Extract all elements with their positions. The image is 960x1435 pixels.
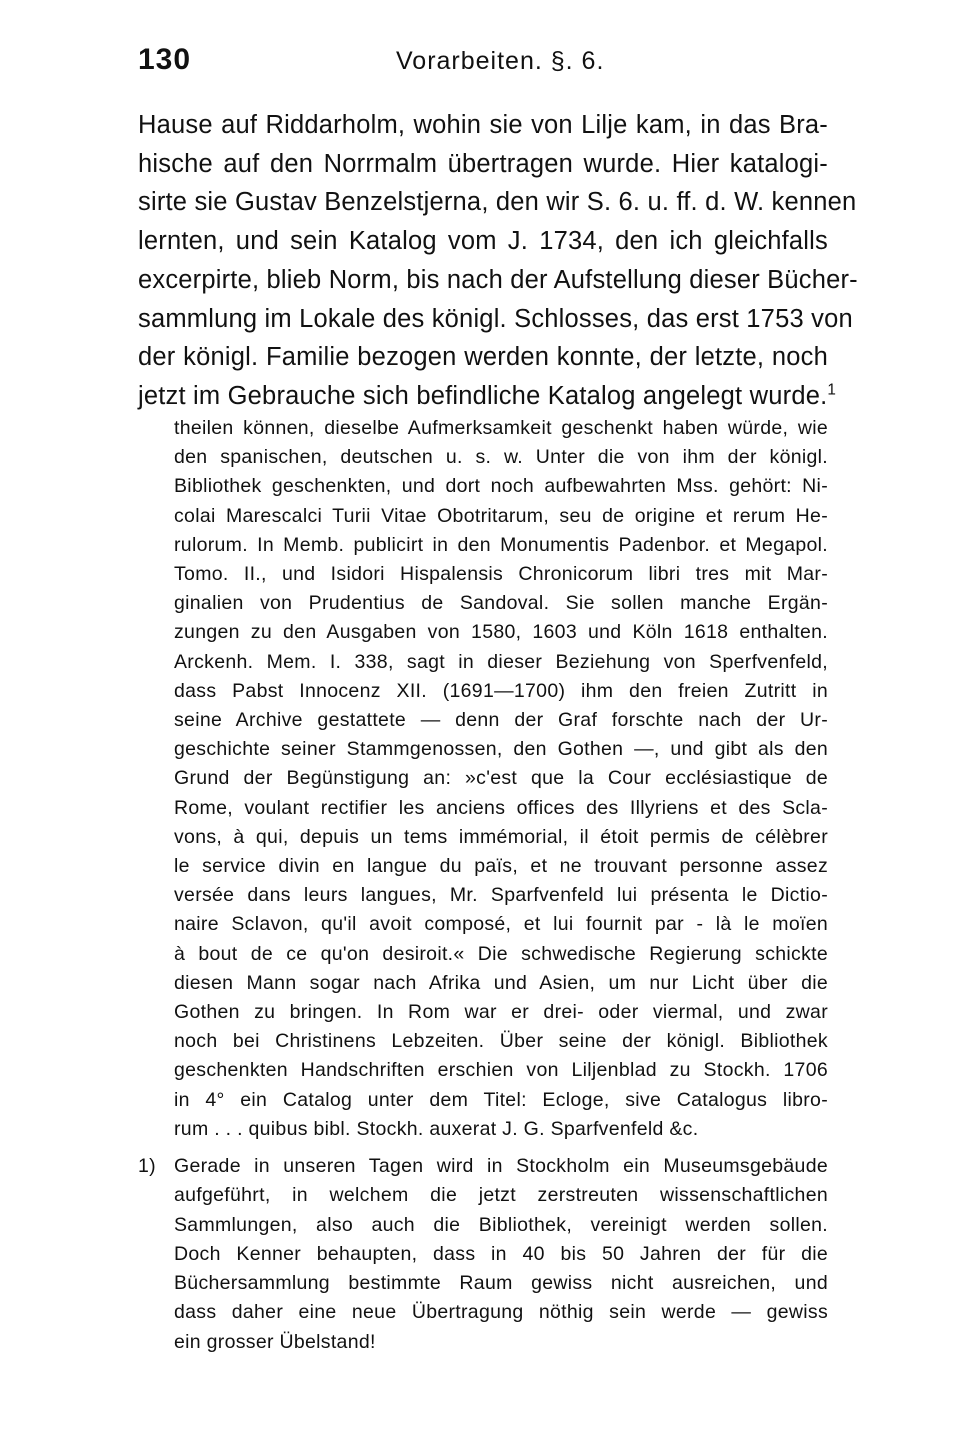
footnote-line: Büchersammlung bestimmte Raum gewiss nicht ausreichen, und [174, 1272, 828, 1295]
main-line: sammlung im Lokale des königl. Schlosses, das erst 1753 von [138, 304, 853, 333]
footnote-line: seine Archive gestattete — denn der Graf forschte nach der Ur- [174, 709, 828, 732]
footnote-line: den spanischen, deutschen u. s. w. Unter die von ihm der königl. [174, 446, 828, 469]
footnote-line: geschichte seiner Stammgenossen, den Gothen —, und gibt als den [174, 738, 828, 761]
footnote-line: Gerade in unseren Tagen wird in Stockholm ein Museumsgebäude [174, 1155, 828, 1177]
main-line: lernten, und sein Katalog vom J. 1734, den ich gleichfalls [138, 227, 828, 256]
footnote-line: noch bei Christinens Lebzeiten. Über seine der königl. Bibliothek [174, 1030, 828, 1053]
footnote-continued [174, 414, 828, 1144]
footnote-line: Bibliothek geschenkten, und dort noch aufbewahrten Mss. gehört: Ni- [174, 475, 828, 498]
main-line: Hause auf Riddarholm, wohin sie von Lilje kam, in das Bra- [138, 111, 828, 139]
footnote-line: ein grosser Übelstand! [174, 1330, 376, 1353]
footnote-line: diesen Mann sogar nach Afrika und Asien, um nur Licht über die [174, 971, 828, 994]
footnote-line: le service divin en langue du païs, et ne trouvant personne assez [174, 855, 828, 878]
footnote-line: Grund der Begünstigung an: »c'est que la Cour ecclésiastique de [174, 767, 828, 790]
main-line: excerpirte, blieb Norm, bis nach der Aufstellung dieser Bücher- [138, 265, 858, 294]
main-line: sirte sie Gustav Benzelstjerna, den wir S. 6. u. ff. d. W. kennen [138, 188, 857, 217]
main-paragraph [138, 106, 858, 416]
footnote-line: rulorum. In Memb. publicirt in den Monumentis Padenbor. et Megapol. [174, 533, 828, 556]
footnote-line: rum . . . quibus bibl. Stockh. auxerat J. G. Sparfvenfeld &c. [174, 1117, 699, 1140]
footnote-line: dass daher eine neue Übertragung nöthig sein werde — gewiss [174, 1301, 828, 1324]
footnote-line: naire Sclavon, qu'il avoit composé, et lui fournit par - là le moïen [174, 913, 828, 936]
footnote-line: Gothen zu bringen. In Rom war er drei- oder viermal, und zwar [174, 1001, 828, 1024]
footnote-line: in 4° ein Catalog unter dem Titel: Ecloge, sive Catalogus libro- [174, 1088, 828, 1111]
main-line: der königl. Familie bezogen werden konnte, der letzte, noch [138, 343, 828, 372]
footnote-line: Rome, voulant rectifier les anciens offices des Illyriens et des Scla- [174, 796, 828, 819]
running-head: Vorarbeiten. §. 6. [396, 47, 605, 75]
footnote-line: theilen können, dieselbe Aufmerksamkeit geschenkt haben würde, wie [174, 417, 828, 439]
main-line: jetzt im Gebrauche sich befindliche Katalog angelegt wurde. [138, 381, 828, 410]
page-header [138, 42, 828, 82]
main-line-last [138, 377, 837, 416]
footnote-1-text [174, 1152, 828, 1357]
footnote-line: colai Marescalci Turii Vitae Obotritarum, seu de origine et rerum He- [174, 504, 828, 527]
footnote-1 [138, 1152, 828, 1357]
main-line: hische auf den Norrmalm übertragen wurde. Hier katalogi- [138, 149, 828, 178]
page-number: 130 [138, 43, 192, 76]
footnote-reference: 1 [827, 381, 837, 399]
footnote-line: ginalien von Prudentius de Sandoval. Sie sollen manche Ergän- [174, 592, 828, 615]
footnote-line: Tomo. II., und Isidori Hispalensis Chronicorum libri tres mit Mar- [174, 563, 828, 586]
footnote-line: geschenkten Handschriften erschien von Liljenblad zu Stockh. 1706 [174, 1059, 828, 1082]
footnote-line: Doch Kenner behaupten, dass in 40 bis 50 Jahren der für die [174, 1242, 828, 1265]
footnote-line: Arckenh. Mem. I. 338, sagt in dieser Beziehung von Sperfvenfeld, [174, 650, 828, 673]
footnote-marker: 1) [138, 1155, 156, 1177]
footnote-line: Sammlungen, also auch die Bibliothek, vereinigt werden sollen. [174, 1213, 828, 1236]
footnote-line: zungen zu den Ausgaben von 1580, 1603 und Köln 1618 enthalten. [174, 621, 828, 644]
footnote-line: à bout de ce qu'on desiroit.« Die schwedische Regierung schickte [174, 942, 828, 965]
footnote-line: versée dans leurs langues, Mr. Sparfvenfeld lui présenta le Dictio- [174, 884, 828, 907]
footnote-line: aufgeführt, in welchem die jetzt zerstreuten wissenschaftlichen [174, 1184, 828, 1207]
footnote-line: vons, à qui, depuis un tems immémorial, il étoit permis de célèbrer [174, 825, 828, 848]
footnote-line: dass Pabst Innocenz XII. (1691—1700) ihm den freien Zutritt in [174, 679, 828, 702]
